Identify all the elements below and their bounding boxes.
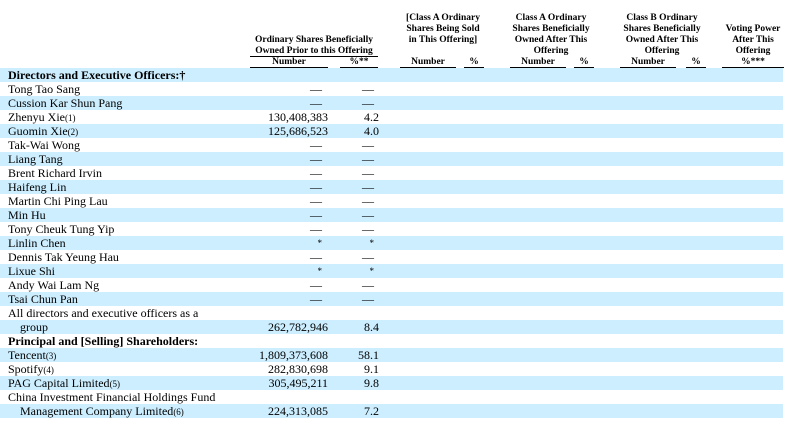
row-name: Cussion Kar Shun Pang (8, 96, 123, 110)
row-percent (340, 334, 379, 348)
row-percent: — (362, 138, 374, 152)
row-name: Zhenyu Xie(1) (8, 110, 76, 124)
row-percent: 7.2 (364, 404, 379, 418)
subheader-pct: % (686, 57, 706, 68)
row-percent: — (362, 194, 374, 208)
footnote-ref: (3) (45, 351, 57, 361)
row-name: Principal and [Selling] Shareholders: (8, 334, 199, 348)
row-number: * (317, 266, 322, 276)
table-row (0, 278, 783, 292)
row-percent: 9.1 (364, 362, 379, 376)
table-row (0, 264, 783, 278)
row-number: — (310, 278, 322, 292)
table-row (0, 152, 783, 166)
row-percent: — (362, 208, 374, 222)
table-row (0, 404, 783, 418)
table-row (0, 68, 783, 82)
row-percent: * (369, 266, 374, 276)
footnote-ref: (2) (67, 127, 79, 137)
row-number (250, 68, 328, 82)
table-row (0, 166, 783, 180)
row-name: Haifeng Lin (8, 180, 67, 194)
row-percent: — (362, 278, 374, 292)
row-percent (340, 306, 379, 320)
row-percent: — (362, 152, 374, 166)
footnote-ref: (6) (173, 407, 184, 417)
row-percent: 4.0 (364, 124, 379, 138)
table-row (0, 334, 783, 348)
row-name: Martin Chi Ping Lau (8, 194, 108, 208)
row-name: All directors and executive officers as a (8, 306, 199, 320)
row-number: 125,686,523 (268, 124, 328, 138)
row-percent: — (362, 82, 374, 96)
subheader-number: Number (510, 57, 566, 68)
row-percent: — (362, 180, 374, 194)
row-number: — (310, 292, 322, 306)
row-name: Tony Cheuk Tung Yip (8, 222, 115, 236)
row-number: — (310, 208, 322, 222)
row-name: Linlin Chen (8, 236, 66, 250)
subheader-pct: %** (340, 57, 378, 68)
table-row (0, 110, 783, 124)
subheader-number: Number (620, 57, 676, 68)
table-row (0, 362, 783, 376)
row-name: Tak-Wai Wong (8, 138, 80, 152)
row-number: 224,313,085 (268, 404, 328, 418)
table-row (0, 82, 783, 96)
row-percent: * (369, 238, 374, 248)
table-row (0, 138, 783, 152)
row-number: 130,408,383 (268, 110, 328, 124)
row-percent: — (362, 292, 374, 306)
row-number: — (310, 194, 322, 208)
row-number: — (310, 250, 322, 264)
subheader-pct: %*** (722, 57, 784, 68)
row-name: PAG Capital Limited(5) (8, 376, 121, 390)
row-number: — (310, 82, 322, 96)
row-number: — (310, 138, 322, 152)
row-name: Andy Wai Lam Ng (8, 278, 100, 292)
row-percent: — (362, 222, 374, 236)
table-row (0, 194, 783, 208)
row-percent: 4.2 (364, 110, 379, 124)
table-row (0, 376, 783, 390)
row-name: Min Hu (8, 208, 46, 222)
subheader-number: Number (400, 57, 456, 68)
table-row (0, 180, 783, 194)
row-number: — (310, 96, 322, 110)
row-name: Brent Richard Irvin (8, 166, 102, 180)
subheader-pct: % (574, 57, 594, 68)
row-name: Liang Tang (8, 152, 63, 166)
row-name: Tsai Chun Pan (8, 292, 78, 306)
table-row (0, 222, 783, 236)
table-row (0, 124, 783, 138)
header-class-a-sold: [Class A Ordinary Shares Being Sold in This Offering] (406, 13, 480, 45)
footnote-ref: (4) (43, 365, 54, 375)
header-class-a-after: Class A Ordinary Shares Beneficially Owned After This Offering (512, 13, 590, 56)
footnote-ref: (1) (64, 113, 76, 123)
row-name: Dennis Tak Yeung Hau (8, 250, 119, 264)
row-number: — (310, 166, 322, 180)
table-row (0, 390, 783, 404)
row-number (250, 390, 328, 404)
table-row (0, 292, 783, 306)
row-name: Guomin Xie(2) (8, 124, 79, 138)
row-number: 282,830,698 (268, 362, 328, 376)
row-percent: 58.1 (358, 348, 379, 362)
subheader-pct: % (464, 57, 484, 68)
table-row (0, 250, 783, 264)
row-number (250, 306, 328, 320)
row-name: Tong Tao Sang (8, 82, 81, 96)
row-number: — (310, 222, 322, 236)
header-class-b-after: Class B Ordinary Shares Beneficially Owned After This Offering (623, 13, 701, 56)
subheader-number: Number (250, 57, 328, 68)
row-number (250, 334, 328, 348)
footnote-ref: (5) (109, 379, 121, 389)
row-name: Spotify(4) (8, 362, 54, 376)
row-name: group (20, 320, 48, 334)
table-row (0, 208, 783, 222)
row-name: Management Company Limited(6) (20, 404, 184, 418)
row-percent: — (362, 96, 374, 110)
row-number: 305,495,211 (268, 376, 328, 390)
row-number: — (310, 180, 322, 194)
table-row (0, 236, 783, 250)
row-name: China Investment Financial Holdings Fund (8, 390, 216, 404)
table-row (0, 348, 783, 362)
row-name: Lixue Shi (8, 264, 55, 278)
table-row (0, 320, 783, 334)
row-percent: — (362, 166, 374, 180)
row-percent (340, 68, 379, 82)
row-number: * (317, 238, 322, 248)
row-number: 262,782,946 (268, 320, 328, 334)
row-percent (340, 390, 379, 404)
row-percent: 9.8 (364, 376, 379, 390)
row-percent: 8.4 (364, 320, 379, 334)
row-percent: — (362, 250, 374, 264)
row-name: Directors and Executive Officers:† (8, 68, 186, 82)
header-ordinary-prior: Ordinary Shares Beneficially Owned Prior to this Offering (254, 35, 374, 56)
table-row (0, 306, 783, 320)
row-number: — (310, 152, 322, 166)
table-row (0, 96, 783, 110)
row-name: Tencent(3) (8, 348, 57, 362)
header-voting-power: Voting Power After This Offering (725, 24, 781, 56)
row-number: 1,809,373,608 (259, 348, 328, 362)
